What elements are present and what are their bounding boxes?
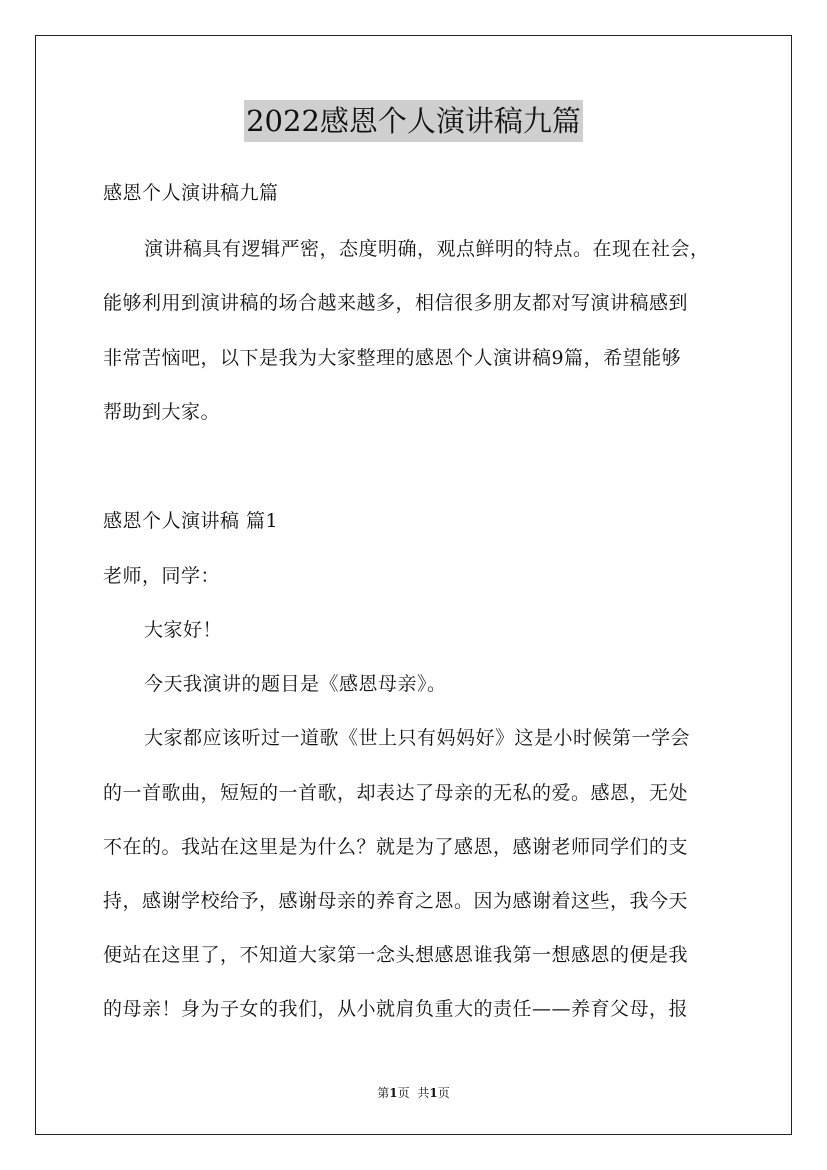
footer-page-number: 1	[389, 1086, 398, 1100]
footer-total-number: 1	[429, 1086, 438, 1100]
footer-page-suffix: 页	[397, 1086, 410, 1100]
document-title	[0, 100, 827, 142]
body-line: 持，感谢学校给予，感谢母亲的养育之恩。因为感谢着这些，我今天	[103, 890, 689, 912]
topic-line: 今天我演讲的题目是《感恩母亲》。	[144, 673, 447, 695]
intro-line: 演讲稿具有逻辑严密，态度明确，观点鲜明的特点。在现在社会，	[144, 238, 710, 260]
subtitle: 感恩个人演讲稿九篇	[103, 182, 279, 204]
greeting: 大家好！	[144, 619, 223, 641]
intro-line: 能够利用到演讲稿的场合越来越多，相信很多朋友都对写演讲稿感到	[103, 292, 689, 314]
body-line: 便站在这里了，不知道大家第一念头想感恩谁我第一想感恩的便是我	[103, 944, 689, 966]
body-line: 大家都应该听过一道歌《世上只有妈妈好》这是小时候第一学会	[144, 727, 691, 749]
title-highlight: 2022感恩个人演讲稿九篇	[244, 100, 583, 142]
body-line: 不在的。我站在这里是为什么？就是为了感恩，感谢老师同学们的支	[103, 836, 689, 858]
footer-total-prefix: 共	[417, 1086, 430, 1100]
body-line: 的一首歌曲，短短的一首歌，却表达了母亲的无私的爱。感恩，无处	[103, 782, 689, 804]
body-line: 的母亲！身为子女的我们，从小就肩负重大的责任——养育父母，报	[103, 998, 689, 1020]
page-footer	[0, 1085, 827, 1101]
footer-total-suffix: 页	[437, 1086, 450, 1100]
salutation: 老师，同学：	[103, 565, 221, 587]
intro-line: 帮助到大家。	[103, 401, 221, 423]
footer-page-prefix: 第	[377, 1086, 390, 1100]
section-heading: 感恩个人演讲稿 篇1	[103, 510, 279, 532]
intro-line: 非常苦恼吧，以下是我为大家整理的感恩个人演讲稿9篇，希望能够	[103, 347, 682, 369]
